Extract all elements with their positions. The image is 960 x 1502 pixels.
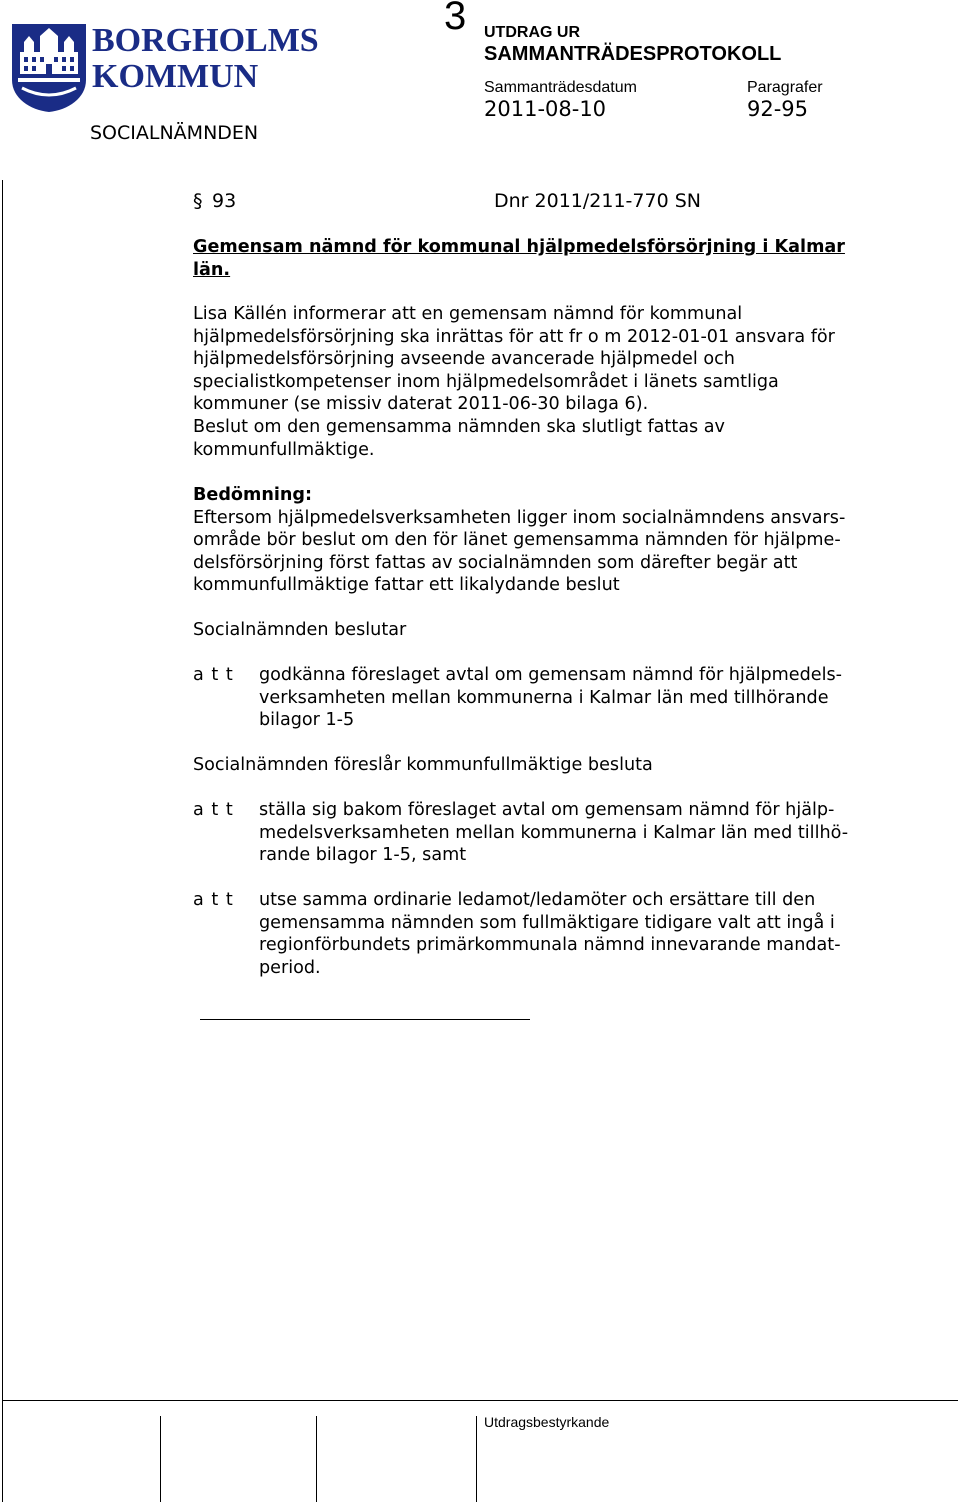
text-line: verksamheten mellan kommunerna i Kalmar län med tillhörande [259,687,829,708]
signature-box-line-1 [160,1416,161,1502]
section-sign: § [193,190,203,212]
text-line: kommuner (se missiv daterat 2011-06-30 bilaga 6). [193,394,649,415]
left-frame-line [2,180,3,1502]
assessment-section [193,484,845,597]
text-line: gemensamma nämnden som fullmäktigare tidigare valt att ingå i [259,912,835,933]
text-line: kommunfullmäktige. [193,439,375,460]
protocol-title: SAMMANTRÄDESPROTOKOLL [484,43,782,65]
section-title-line: Gemensam nämnd för kommunal hjälpmedelsförsörjning i Kalmar [193,237,845,257]
text-line: utse samma ordinarie ledamot/ledamöter och ersättare till den [259,890,816,910]
text-line: delsförsörjning först fattas av socialnämnden som därefter begär att [193,552,798,573]
department-name: SOCIALNÄMNDEN [90,122,259,144]
decision-item [259,664,842,732]
paragraphs-value: 92-95 [747,97,809,121]
section-number: 93 [212,190,237,212]
logo-wordmark-line1: BORGHOLMS [92,22,319,59]
text-line: ställa sig bakom föreslaget avtal om gemensam nämnd för hjälp- [259,800,835,820]
text-line: period. [259,957,321,978]
text-line: regionförbundets primärkommunala nämnd innevarande mandat- [259,935,841,956]
att-label: a t t [193,665,234,685]
section-title-line: län. [193,259,231,280]
section-title [193,236,845,281]
intro-paragraph [193,303,835,461]
footer-divider-line [2,1400,958,1401]
proposal-item [259,799,848,867]
text-line: medelsverksamheten mellan kommunerna i Kalmar län med tillhö- [259,822,849,843]
meeting-date-label: Sammanträdesdatum [484,79,637,96]
text-line: Lisa Källén informerar att en gemensam nämnd för kommunal [193,304,743,324]
municipality-crest-icon [10,22,88,114]
text-line: Eftersom hjälpmedelsverksamheten ligger inom socialnämndens ansvars- [193,507,846,528]
text-line: godkänna föreslaget avtal om gemensam nämnd för hjälpmedels- [259,665,843,685]
page-number: 3 [444,0,467,38]
att-label: a t t [193,890,234,910]
proposal-item [259,889,841,979]
decision-heading: Socialnämnden beslutar [193,620,407,640]
logo-wordmark-line2: KOMMUN [92,58,259,95]
meeting-date-value: 2011-08-10 [484,97,607,121]
text-line: hjälpmedelsförsörjning avseende avancerade hjälpmedel och [193,349,735,370]
text-line: Beslut om den gemensamma nämnden ska slutligt fattas av [193,416,725,437]
text-line: område bör beslut om den för länet gemensamma nämnden för hjälpme- [193,530,841,551]
text-line: hjälpmedelsförsörjning ska inrättas för att fr o m 2012-01-01 ansvara för [193,326,835,347]
paragraphs-label: Paragrafer [747,79,823,96]
proposal-heading: Socialnämnden föreslår kommunfullmäktige besluta [193,755,653,775]
diary-number: Dnr 2011/211-770 SN [494,190,701,212]
text-line: specialistkompetenser inom hjälpmedelsområdet i länets samtliga [193,371,779,392]
signature-box-line-2 [316,1416,317,1502]
end-of-section-rule [200,1019,530,1020]
signature-box-line-3 [476,1416,477,1502]
text-line: rande bilagor 1-5, samt [259,845,467,866]
att-label: a t t [193,800,234,820]
text-line: bilagor 1-5 [259,710,355,731]
text-line: kommunfullmäktige fattar ett likalydande beslut [193,575,620,596]
assessment-heading: Bedömning: [193,485,313,505]
extract-label: UTDRAG UR [484,24,580,41]
certification-label: Utdragsbestyrkande [484,1414,610,1430]
